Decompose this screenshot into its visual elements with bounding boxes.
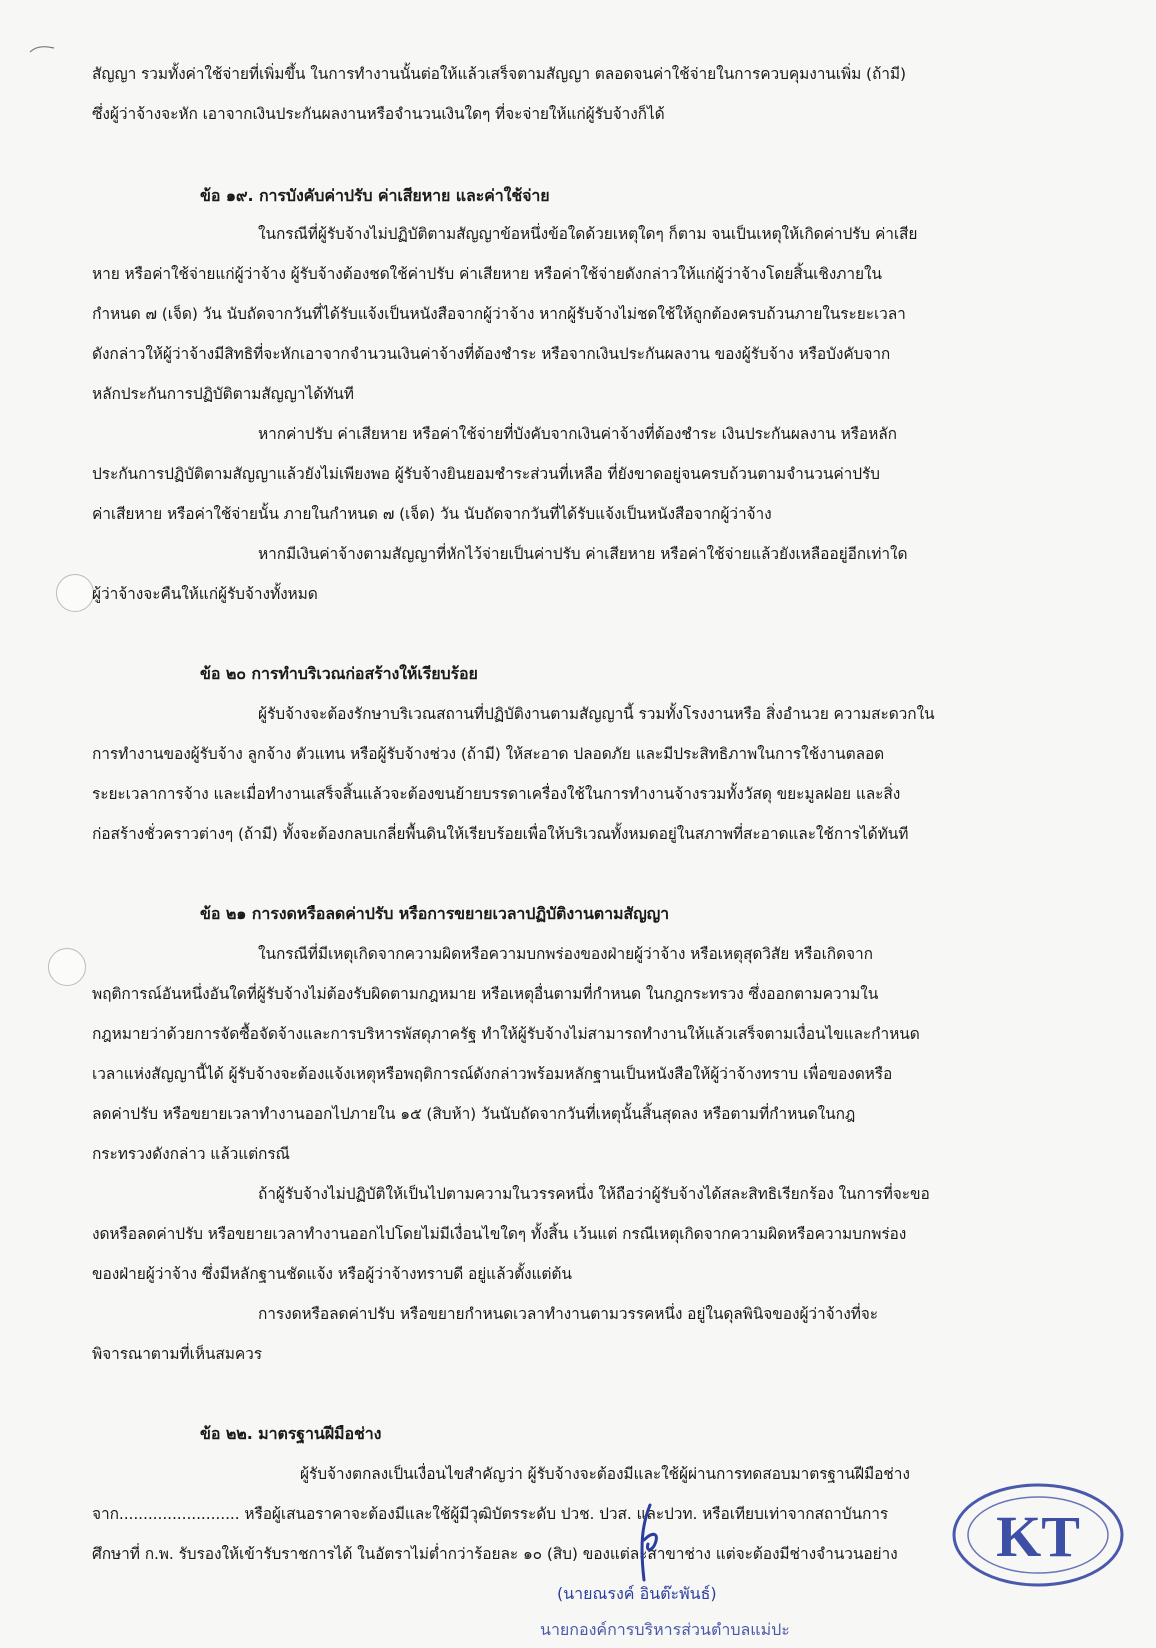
text-line: ของฝ่ายผู้ว่าจ้าง ซึ่งมีหลักฐานชัดแจ้ง หรือผู้ว่าจ้างทราบดี อยู่แล้วตั้งแต่ต้น (92, 1265, 572, 1283)
text-line: ถ้าผู้รับจ้างไม่ปฏิบัติให้เป็นไปตามความในวรรคหนึ่ง ให้ถือว่าผู้รับจ้างได้สละสิทธิเรียกร้อง ในการที่จะขอ (258, 1185, 930, 1203)
text-line: ระยะเวลาการจ้าง และเมื่อทำงานเสร็จสิ้นแล้วจะต้องขนย้ายบรรดาเครื่องใช้ในการทำงานจ้างรวมทั้งวัสดุ ขยะมูลฝอย และสิ่ง (92, 785, 901, 803)
corner-mark (28, 40, 58, 60)
text-line: ในกรณีที่ผู้รับจ้างไม่ปฏิบัติตามสัญญาข้อหนึ่งข้อใดด้วยเหตุใดๆ ก็ตาม จนเป็นเหตุให้เกิดค่าปรับ ค่าเสีย (258, 225, 918, 243)
text-line: งดหรือลดค่าปรับ หรือขยายเวลาทำงานออกไปโดยไม่มีเงื่อนไขใดๆ ทั้งสิ้น เว้นแต่ กรณีเหตุเกิดจากความผิดหรือความบกพร่อง (92, 1225, 907, 1243)
signatory-title: นายกองค์การบริหารส่วนตำบลแม่ปะ (540, 1620, 790, 1639)
text-line: กระทรวงดังกล่าว แล้วแต่กรณี (92, 1145, 290, 1163)
text-line: หากค่าปรับ ค่าเสียหาย หรือค่าใช้จ่ายที่บังคับจากเงินค่าจ้างที่ต้องชำระ เงินประกันผลงาน หรือหลัก (258, 425, 897, 443)
text-line: การงดหรือลดค่าปรับ หรือขยายกำหนดเวลาทำงานตามวรรคหนึ่ง อยู่ในดุลพินิจของผู้ว่าจ้างที่จะ (258, 1305, 879, 1323)
punch-hole (56, 574, 94, 612)
text-line: ค่าเสียหาย หรือค่าใช้จ่ายนั้น ภายในกำหนด ๗ (เจ็ด) วัน นับถัดจากวันที่ได้รับแจ้งเป็นหนังสือจากผู้ว่าจ้าง (92, 505, 772, 523)
signature-icon (620, 1500, 680, 1590)
text-line: ผู้รับจ้างตกลงเป็นเงื่อนไขสำคัญว่า ผู้รับจ้างจะต้องมีและใช้ผู้ผ่านการทดสอบมาตรฐานฝีมือช่าง (300, 1465, 910, 1483)
text-line: กฎหมายว่าด้วยการจัดซื้อจัดจ้างและการบริหารพัสดุภาครัฐ ทำให้ผู้รับจ้างไม่สามารถทำงานให้แล้วเสร็จตามเงื่อนไขและกำหนด (92, 1025, 920, 1043)
text-line: การทำงานของผู้รับจ้าง ลูกจ้าง ตัวแทน หรือผู้รับจ้างช่วง (ถ้ามี) ให้สะอาด ปลอดภัย และมีประสิทธิภาพในการใช้งานตลอด (92, 745, 885, 763)
text-line: ศึกษาที่ ก.พ. รับรองให้เข้ารับราชการได้ ในอัตราไม่ต่ำกว่าร้อยละ ๑๐ (สิบ) ของแต่ละสาขาช่าง แต่จะต้องมีช่างจำนวนอย่าง (92, 1545, 898, 1563)
clause-heading: ข้อ ๒๒. มาตรฐานฝีมือช่าง (200, 1424, 382, 1443)
svg-text:KT: KT (996, 1504, 1080, 1569)
text-line: กำหนด ๗ (เจ็ด) วัน นับถัดจากวันที่ได้รับแจ้งเป็นหนังสือจากผู้ว่าจ้าง หากผู้รับจ้างไม่ชดใช้ให้ถูกต้องครบถ้วนภายในระยะเวลา (92, 305, 906, 323)
text-line: สัญญา รวมทั้งค่าใช้จ่ายที่เพิ่มขึ้น ในการทำงานนั้นต่อให้แล้วเสร็จตามสัญญา ตลอดจนค่าใช้จ่ายในการควบคุมงานเพิ่ม (ถ้ามี) (92, 65, 906, 83)
text-line: ลดค่าปรับ หรือขยายเวลาทำงานออกไปภายใน ๑๕ (สิบห้า) วันนับถัดจากวันที่เหตุนั้นสิ้นสุดลง หรือตามที่กำหนดในกฎ (92, 1105, 856, 1123)
clause-heading: ข้อ ๒๐ การทำบริเวณก่อสร้างให้เรียบร้อย (200, 664, 478, 683)
text-line: พฤติการณ์อันหนึ่งอันใดที่ผู้รับจ้างไม่ต้องรับผิดตามกฎหมาย หรือเหตุอื่นตามที่กำหนด ในกฎกระทรวง ซึ่งออกตามความใน (92, 985, 879, 1003)
text-line: ในกรณีที่มีเหตุเกิดจากความผิดหรือความบกพร่องของฝ่ายผู้ว่าจ้าง หรือเหตุสุดวิสัย หรือเกิดจาก (258, 945, 873, 963)
text-line: เวลาแห่งสัญญานี้ได้ ผู้รับจ้างจะต้องแจ้งเหตุหรือพฤติการณ์ดังกล่าวพร้อมหลักฐานเป็นหนังสือให้ผู้ว่าจ้างทราบ เพื่อของดหรือ (92, 1065, 893, 1083)
text-line: หากมีเงินค่าจ้างตามสัญญาที่หักไว้จ่ายเป็นค่าปรับ ค่าเสียหาย หรือค่าใช้จ่ายแล้วยังเหลืออยู่อีกเท่าใด (258, 545, 908, 563)
text-line: ซึ่งผู้ว่าจ้างจะหัก เอาจากเงินประกันผลงานหรือจำนวนเงินใดๆ ที่จะจ่ายให้แก่ผู้รับจ้างก็ได้ (92, 105, 665, 123)
text-line: ดังกล่าวให้ผู้ว่าจ้างมีสิทธิที่จะหักเอาจากจำนวนเงินค่าจ้างที่ต้องชำระ หรือจากเงินประกันผลงาน ของผู้รับจ้าง หรือบังคับจาก (92, 345, 891, 363)
text-line: ก่อสร้างชั่วคราวต่างๆ (ถ้ามี) ทั้งจะต้องกลบเกลี่ยพื้นดินให้เรียบร้อยเพื่อให้บริเวณทั้งหมดอยู่ในสภาพที่สะอาดและใช้การได้ทันที (92, 825, 909, 843)
text-line: จาก......................... หรือผู้เสนอราคาจะต้องมีและใช้ผู้มีวุฒิบัตรระดับ ปวช. ปวส. และปวท. หรือเทียบเท่าจากสถาบันการ (92, 1505, 889, 1523)
punch-hole (48, 948, 86, 986)
text-line: ผู้รับจ้างจะต้องรักษาบริเวณสถานที่ปฏิบัติงานตามสัญญานี้ รวมทั้งโรงงานหรือ สิ่งอำนวย ความสะดวกใน (258, 705, 935, 723)
company-stamp-icon (948, 1480, 1128, 1590)
text-line: หาย หรือค่าใช้จ่ายแก่ผู้ว่าจ้าง ผู้รับจ้างต้องชดใช้ค่าปรับ ค่าเสียหาย หรือค่าใช้จ่ายดังกล่าวให้แก่ผู้ว่าจ้างโดยสิ้นเชิงภายใน (92, 265, 882, 283)
clause-heading: ข้อ ๑๙. การบังคับค่าปรับ ค่าเสียหาย และค่าใช้จ่าย (200, 186, 550, 205)
text-line: ประกันการปฏิบัติตามสัญญาแล้วยังไม่เพียงพอ ผู้รับจ้างยินยอมชำระส่วนที่เหลือ ที่ยังขาดอยู่จนครบถ้วนตามจำนวนค่าปรับ (92, 465, 880, 483)
clause-heading: ข้อ ๒๑ การงดหรือลดค่าปรับ หรือการขยายเวลาปฏิบัติงานตามสัญญา (200, 904, 670, 923)
text-line: พิจารณาตามที่เห็นสมควร (92, 1345, 263, 1363)
text-line: ผู้ว่าจ้างจะคืนให้แก่ผู้รับจ้างทั้งหมด (92, 585, 318, 603)
text-line: หลักประกันการปฏิบัติตามสัญญาได้ทันที (92, 385, 354, 403)
signatory-name: (นายณรงค์ อินต๊ะพันธ์) (557, 1584, 717, 1603)
